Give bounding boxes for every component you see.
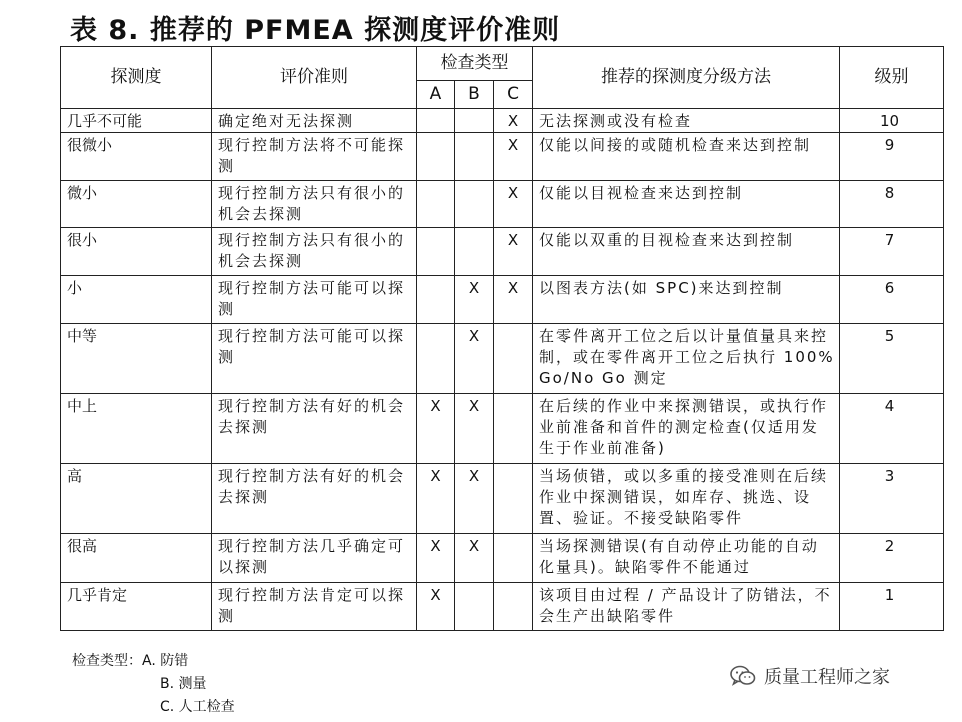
detection-cell: 微小: [61, 181, 212, 228]
criteria-cell: 现行控制方法只有很小的机会去探测: [212, 181, 417, 228]
method-cell: 仅能以间接的或随机检查来达到控制: [533, 133, 840, 181]
method-cell: 仅能以目视检查来达到控制: [533, 181, 840, 228]
legend-label: 检查类型：: [72, 653, 142, 669]
table-row: [61, 534, 944, 583]
header-detection: 探测度: [61, 47, 212, 109]
page-title: 表 8. 推荐的 PFMEA 探测度评价准则: [70, 15, 561, 46]
method-cell: 该项目由过程 / 产品设计了防错法，不会生产出缺陷零件: [533, 583, 840, 631]
mark-c: X: [494, 133, 533, 181]
table-row: [61, 394, 944, 464]
mark-c: X: [494, 109, 533, 133]
header-criteria: 评价准则: [212, 47, 417, 109]
level-cell: 8: [840, 181, 944, 228]
level-cell: 10: [840, 109, 944, 133]
mark-b: [455, 181, 494, 228]
header-c: C: [494, 81, 533, 109]
legend-item: A. 防错: [142, 653, 189, 669]
table-row: [61, 464, 944, 534]
method-cell: 当场侦错，或以多重的接受准则在后续作业中探测错误，如库存、挑选、设置、验证。不接受缺陷零件: [533, 464, 840, 534]
table-row: [61, 133, 944, 181]
mark-b: X: [455, 276, 494, 324]
criteria-cell: 现行控制方法可能可以探测: [212, 324, 417, 394]
mark-b: X: [455, 324, 494, 394]
mark-c: [494, 583, 533, 631]
method-cell: 以图表方法(如 SPC)来达到控制: [533, 276, 840, 324]
mark-a: X: [417, 394, 455, 464]
method-cell: 无法探测或没有检查: [533, 109, 840, 133]
mark-c: X: [494, 228, 533, 276]
table-row: [61, 324, 944, 394]
legend-item: C. 人工检查: [160, 699, 235, 715]
mark-c: [494, 394, 533, 464]
mark-c: X: [494, 276, 533, 324]
criteria-cell: 现行控制方法有好的机会去探测: [212, 464, 417, 534]
level-cell: 9: [840, 133, 944, 181]
mark-a: [417, 109, 455, 133]
mark-a: [417, 276, 455, 324]
method-cell: 在零件离开工位之后以计量值量具来控制，或在零件离开工位之后执行 100% Go/No Go 测定: [533, 324, 840, 394]
mark-b: [455, 133, 494, 181]
detection-cell: 中上: [61, 394, 212, 464]
criteria-cell: 现行控制方法可能可以探测: [212, 276, 417, 324]
detection-cell: 小: [61, 276, 212, 324]
wechat-icon: [730, 663, 756, 689]
mark-a: [417, 181, 455, 228]
detection-cell: 几乎不可能: [61, 109, 212, 133]
method-cell: 当场探测错误(有自动停止功能的自动化量具)。缺陷零件不能通过: [533, 534, 840, 583]
mark-b: X: [455, 394, 494, 464]
criteria-cell: 现行控制方法将不可能探测: [212, 133, 417, 181]
table-row: [61, 276, 944, 324]
header-inspection-type: 检查类型: [417, 47, 533, 81]
criteria-cell: 现行控制方法有好的机会去探测: [212, 394, 417, 464]
table-row: [61, 109, 944, 133]
criteria-cell: 确定绝对无法探测: [212, 109, 417, 133]
criteria-cell: 现行控制方法只有很小的机会去探测: [212, 228, 417, 276]
mark-b: [455, 109, 494, 133]
mark-b: [455, 583, 494, 631]
level-cell: 1: [840, 583, 944, 631]
mark-a: [417, 324, 455, 394]
mark-a: X: [417, 583, 455, 631]
mark-a: X: [417, 534, 455, 583]
inspection-type-legend: [72, 650, 235, 719]
mark-c: [494, 534, 533, 583]
method-cell: 在后续的作业中来探测错误，或执行作业前准备和首件的测定检查(仅适用发生于作业前准备): [533, 394, 840, 464]
method-cell: 仅能以双重的目视检查来达到控制: [533, 228, 840, 276]
detection-cell: 中等: [61, 324, 212, 394]
mark-a: X: [417, 464, 455, 534]
level-cell: 3: [840, 464, 944, 534]
watermark: [730, 663, 890, 689]
detection-cell: 很小: [61, 228, 212, 276]
detection-cell: 很高: [61, 534, 212, 583]
detection-cell: 高: [61, 464, 212, 534]
detection-cell: 很微小: [61, 133, 212, 181]
header-a: A: [417, 81, 455, 109]
level-cell: 2: [840, 534, 944, 583]
level-cell: 6: [840, 276, 944, 324]
detection-criteria-table: [60, 46, 944, 631]
criteria-cell: 现行控制方法几乎确定可以探测: [212, 534, 417, 583]
watermark-text: 质量工程师之家: [764, 667, 890, 688]
mark-c: [494, 464, 533, 534]
level-cell: 7: [840, 228, 944, 276]
table-row: [61, 583, 944, 631]
criteria-cell: 现行控制方法肯定可以探测: [212, 583, 417, 631]
level-cell: 4: [840, 394, 944, 464]
mark-a: [417, 133, 455, 181]
mark-b: X: [455, 534, 494, 583]
header-method: 推荐的探测度分级方法: [533, 47, 840, 109]
table-row: [61, 181, 944, 228]
mark-c: X: [494, 181, 533, 228]
mark-b: X: [455, 464, 494, 534]
header-level: 级别: [840, 47, 944, 109]
mark-c: [494, 324, 533, 394]
mark-a: [417, 228, 455, 276]
header-b: B: [455, 81, 494, 109]
level-cell: 5: [840, 324, 944, 394]
table-row: [61, 228, 944, 276]
detection-cell: 几乎肯定: [61, 583, 212, 631]
legend-item: B. 测量: [160, 676, 207, 692]
mark-b: [455, 228, 494, 276]
